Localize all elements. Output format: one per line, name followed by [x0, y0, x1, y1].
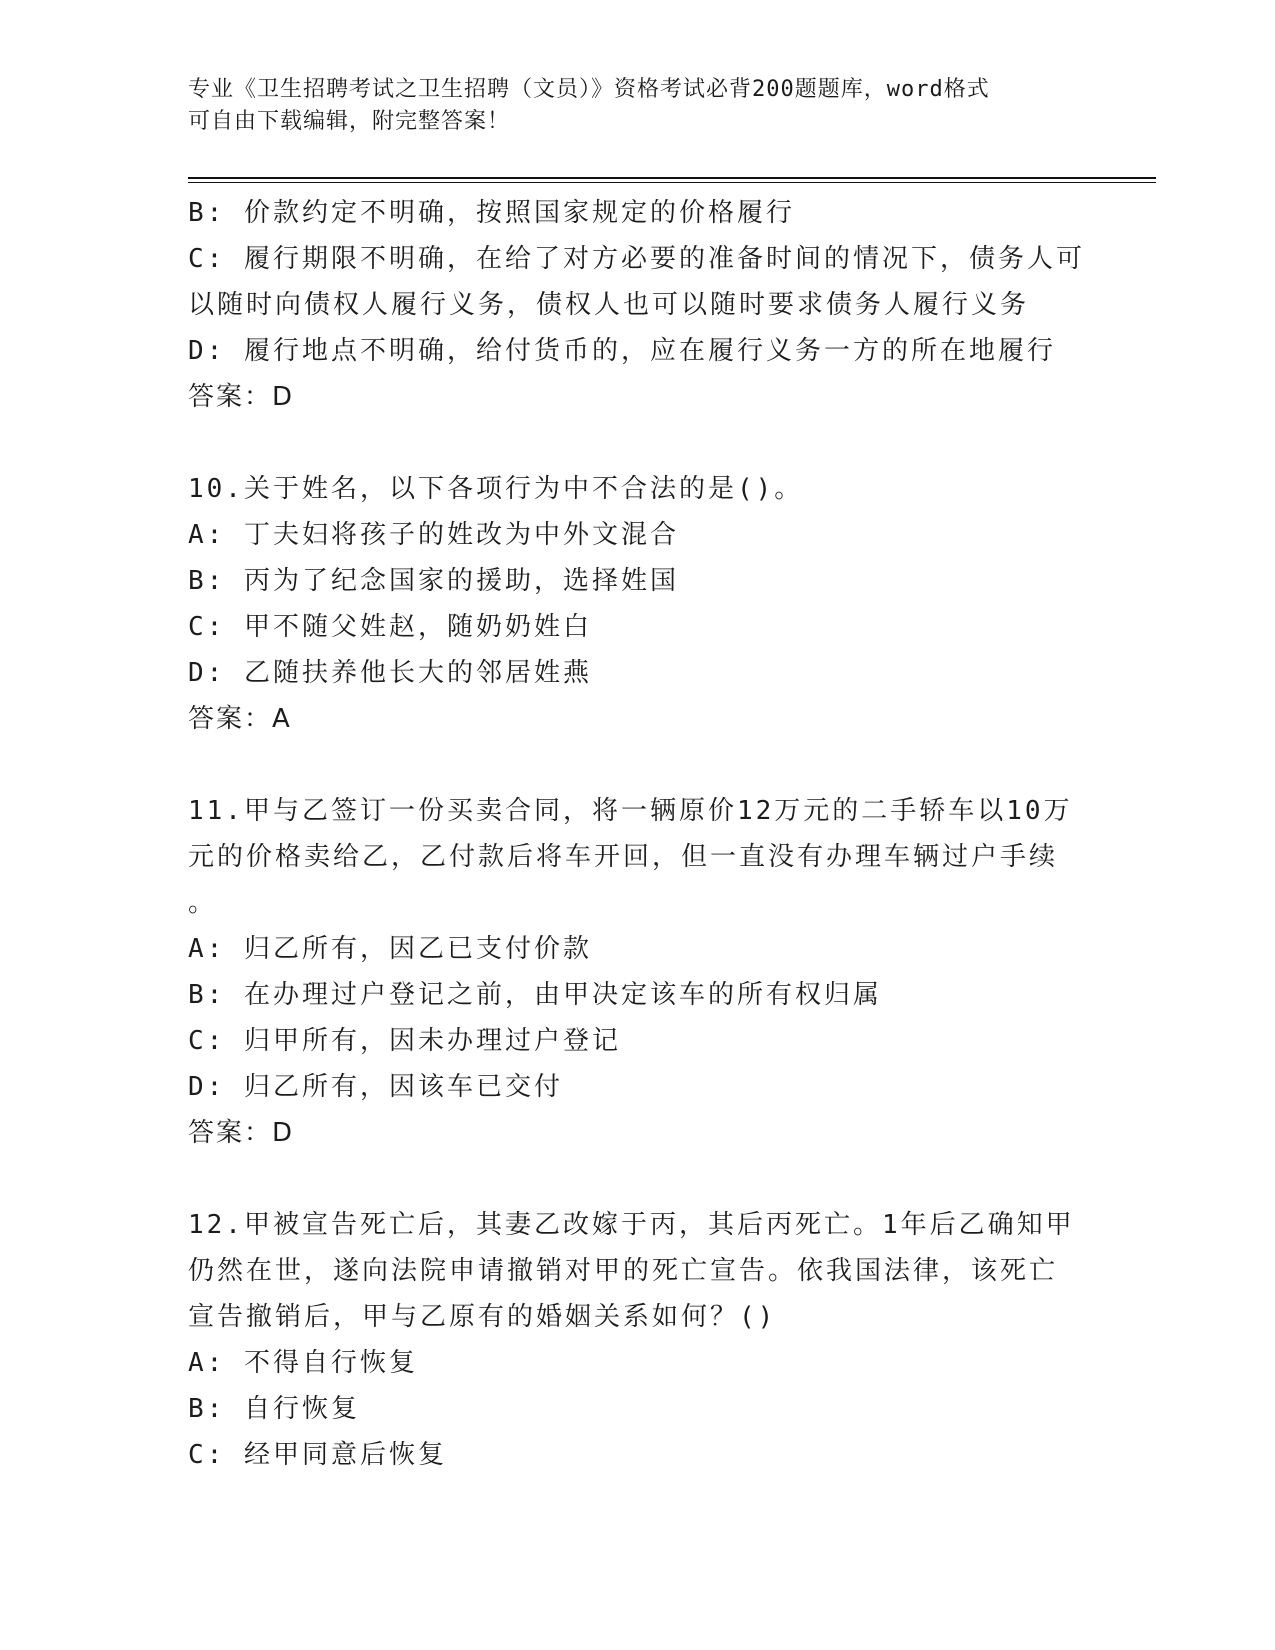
question-stem: 10.关于姓名，以下各项行为中不合法的是()。 [188, 474, 804, 504]
header-title-line-2: 可自由下载编辑，附完整答案！ [188, 109, 511, 134]
option-a: A: 不得自行恢复 [188, 1348, 418, 1378]
question-11 [188, 788, 1088, 1156]
option-d: D: 乙随扶养他长大的邻居姓燕 [188, 658, 592, 688]
option-b: B: 在办理过户登记之前，由甲决定该车的所有权归属 [188, 980, 882, 1010]
question-stem-line-3: 宣告撤销后，甲与乙原有的婚姻关系如何？() [188, 1302, 777, 1332]
option-b: B: 自行恢复 [188, 1394, 360, 1424]
question-12 [188, 1202, 1088, 1478]
answer-label: 答案：D [188, 382, 295, 412]
spacer [188, 742, 1088, 788]
option-a: A: 归乙所有，因乙已支付价款 [188, 934, 592, 964]
question-stem-line-1: 11.甲与乙签订一份买卖合同，将一辆原价12万元的二手轿车以10万 [188, 796, 1073, 826]
question-stem-line-2: 仍然在世，遂向法院申请撤销对甲的死亡宣告。依我国法律，该死亡 [188, 1256, 1059, 1286]
option-c: C: 甲不随父姓赵，随奶奶姓白 [188, 612, 592, 642]
question-stem-line-2: 元的价格卖给乙，乙付款后将车开回，但一直没有办理车辆过户手续 [188, 842, 1059, 872]
answer-label: 答案：D [188, 1118, 295, 1148]
document-header [188, 74, 1068, 138]
option-d: D: 归乙所有，因该车已交付 [188, 1072, 563, 1102]
option-d: D: 履行地点不明确，给付货币的，应在履行义务一方的所在地履行 [188, 336, 1056, 366]
header-title-line-1: 专业《卫生招聘考试之卫生招聘（文员）》资格考试必背200题题库，word格式 [188, 77, 990, 102]
header-divider [188, 177, 1156, 183]
option-c-line-2: 以随时向债权人履行义务，债权人也可以随时要求债务人履行义务 [188, 290, 1030, 320]
spacer [188, 1156, 1088, 1202]
option-c: C: 经甲同意后恢复 [188, 1440, 447, 1470]
question-10 [188, 466, 1088, 742]
option-c: C: 归甲所有，因未办理过户登记 [188, 1026, 621, 1056]
option-b: B: 丙为了纪念国家的援助，选择姓国 [188, 566, 679, 596]
spacer [188, 420, 1088, 466]
question-stem-line-1: 12.甲被宣告死亡后，其妻乙改嫁于丙，其后丙死亡。1年后乙确知甲 [188, 1210, 1075, 1240]
option-b: B: 价款约定不明确，按照国家规定的价格履行 [188, 198, 795, 228]
question-stem-line-3: 。 [188, 888, 218, 918]
option-a: A: 丁夫妇将孩子的姓改为中外文混合 [188, 520, 679, 550]
answer-label: 答案：A [188, 704, 292, 734]
document-body [188, 190, 1088, 1478]
option-c-line-1: C: 履行期限不明确，在给了对方必要的准备时间的情况下，债务人可 [188, 244, 1085, 274]
question-9-continued [188, 190, 1088, 420]
